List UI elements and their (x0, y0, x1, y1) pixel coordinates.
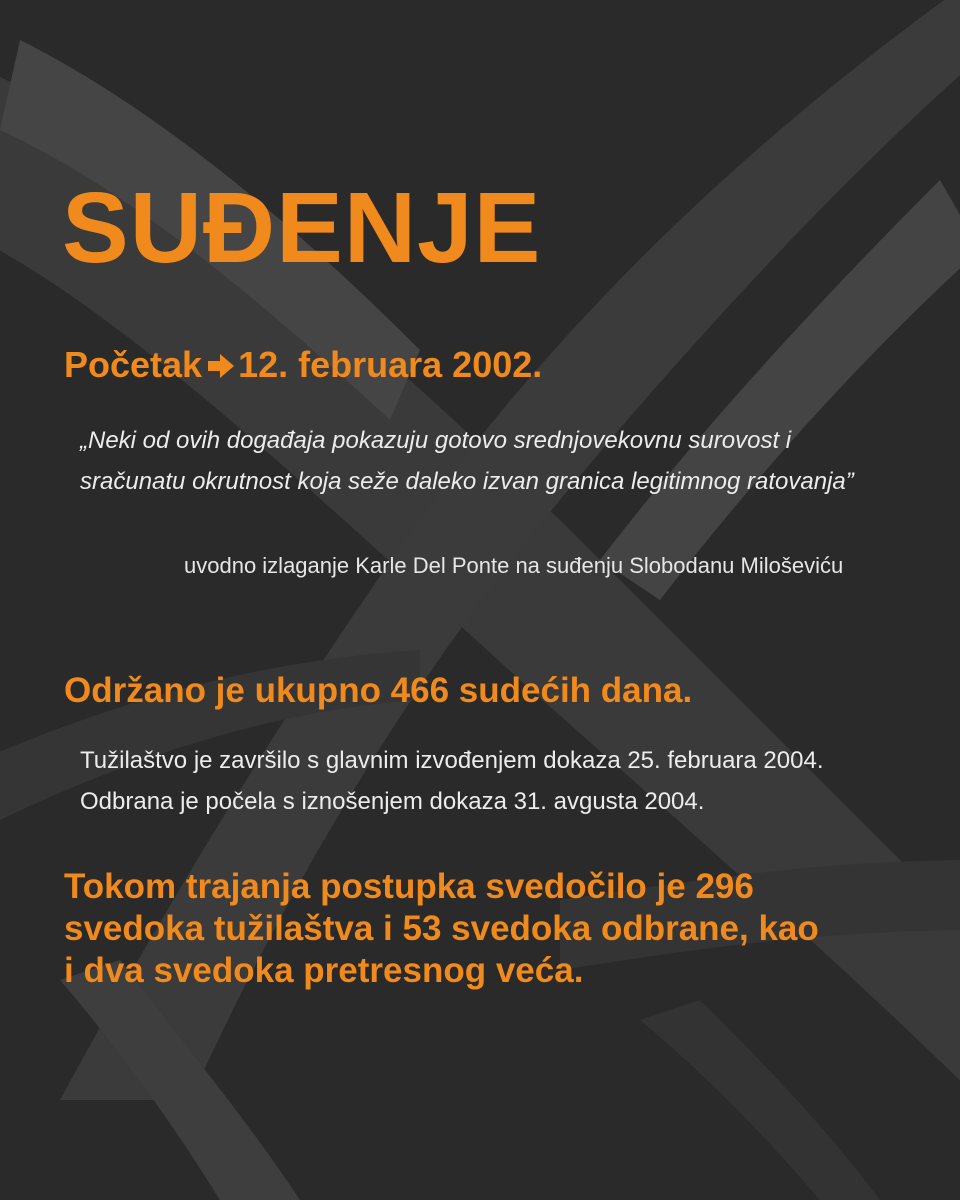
page-title: SUĐENJE (62, 172, 542, 284)
witnesses-line-2: svedoka tužilaštva i 53 svedoka odbrane, kao (64, 909, 819, 948)
evidence-paragraph (80, 740, 823, 822)
trial-days-heading: Održano je ukupno 466 sudećih dana. (64, 671, 693, 710)
quote-text: „Neki od ovih događaja pokazuju gotovo srednjovekovnu surovost i sračunatu okrutnost koja seže daleko izvan granica legitimnog ratovanja” (80, 427, 854, 495)
defense-evidence-line: Odbrana je počela s iznošenjem dokaza 31. avgusta 2004. (80, 788, 705, 815)
witnesses-line-3: i dva svedoka pretresnog veća. (64, 951, 584, 990)
prosecution-evidence-line: Tužilaštvo je završilo s glavnim izvođenjem dokaza 25. februara 2004. (80, 747, 824, 774)
right-arrow-icon (206, 349, 236, 389)
quote-attribution: uvodno izlaganje Karle Del Ponte na suđenju Slobodanu Miloševiću (184, 553, 844, 578)
start-date-heading (64, 345, 542, 389)
start-date: 12. februara 2002. (238, 344, 543, 385)
witnesses-statement (64, 866, 904, 992)
start-label: Početak (64, 344, 203, 385)
witnesses-line-1: Tokom trajanja postupka svedočilo je 296 (64, 867, 754, 906)
